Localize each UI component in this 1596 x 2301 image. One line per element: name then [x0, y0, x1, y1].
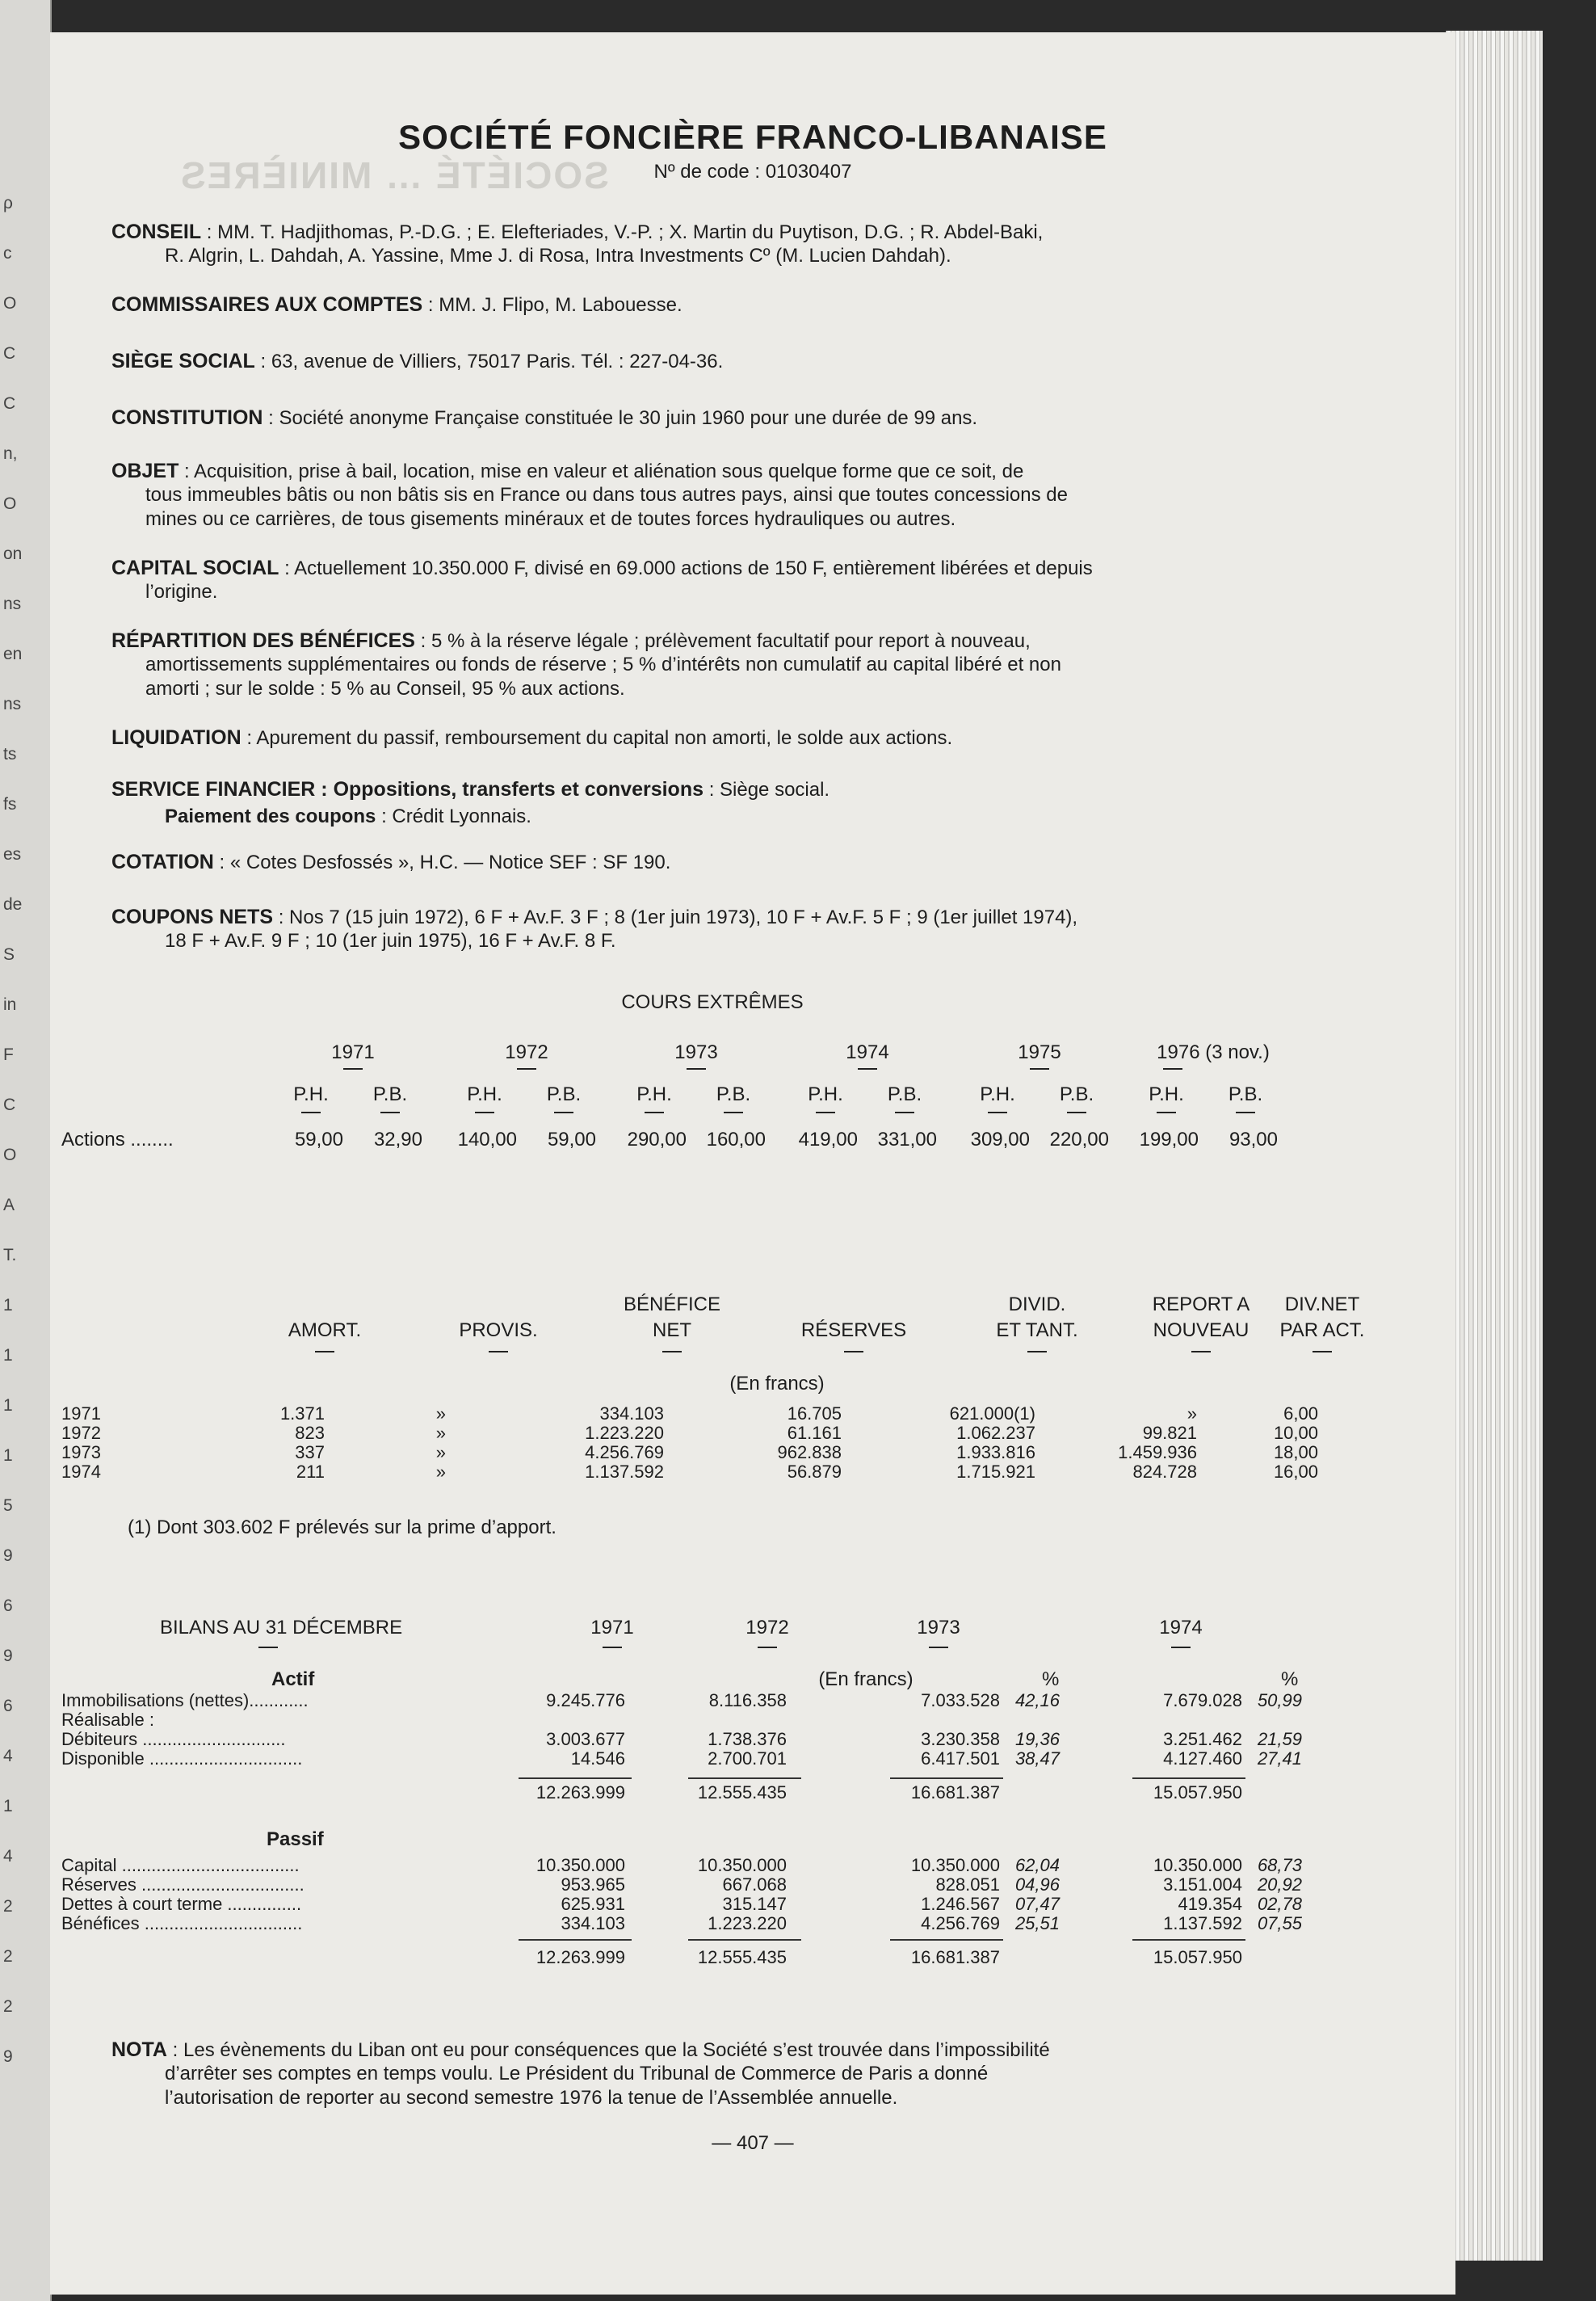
left-page-fragment: on	[3, 545, 23, 563]
actif-row-value: 27,41	[1257, 1748, 1302, 1769]
left-page-fragment: 6	[3, 1697, 13, 1715]
cours-ph-header: P.H.	[980, 1083, 1015, 1105]
cours-year: 1971	[331, 1041, 375, 1063]
dash-rule	[301, 1112, 321, 1113]
nota-text: : Les évènements du Liban ont eu pour conséquences que la Société s’est trouvée dans l’impossibilité	[172, 2039, 1050, 2061]
dash-rule	[929, 1647, 948, 1648]
cours-year: 1972	[505, 1041, 548, 1063]
left-page-fragment: T.	[3, 1246, 17, 1264]
section-label: SERVICE FINANCIER : Oppositions, transferts et conversions	[111, 778, 704, 801]
company-title: SOCIÉTÉ FONCIÈRE FRANCO-LIBANAISE	[398, 118, 1107, 156]
left-page-fragment: es	[3, 845, 22, 864]
cours-value: 309,00	[970, 1129, 1030, 1150]
left-page-fragment: F	[3, 1045, 14, 1064]
passif-row-value: 625.931	[561, 1894, 625, 1914]
left-page-fragment: in	[3, 995, 17, 1014]
cours-pb-header: P.B.	[1228, 1083, 1263, 1105]
left-page-fragment: 4	[3, 1847, 13, 1866]
results-header: ET TANT.	[996, 1319, 1078, 1341]
results-cell: 1.933.816	[956, 1442, 1035, 1462]
dash-rule	[858, 1068, 877, 1070]
passif-row-value: 62,04	[1014, 1855, 1060, 1875]
section-label: COUPONS NETS	[111, 906, 274, 928]
bilans-year: 1971	[590, 1617, 634, 1638]
actif-row-value: 8.116.358	[708, 1690, 787, 1710]
left-page-fragment: 5	[3, 1496, 13, 1515]
actif-row-value: 50,99	[1257, 1690, 1302, 1710]
passif-row-value: 10.350.000	[697, 1855, 787, 1875]
results-cell: 1.459.936	[1118, 1442, 1197, 1462]
dash-rule	[315, 1351, 334, 1352]
total-actif-value: 12.263.999	[536, 1782, 625, 1803]
section-text: : Société anonyme Française constituée le 30 juin 1960 pour une durée de 99 ans.	[268, 407, 978, 429]
passif-row-label: Bénéfices ................................	[61, 1913, 303, 1933]
cours-pb-header: P.B.	[372, 1083, 408, 1105]
dash-rule	[1027, 1351, 1047, 1352]
left-page-fragment: 2	[3, 1997, 13, 2016]
cours-pb-header: P.B.	[887, 1083, 922, 1105]
document-page	[50, 32, 1455, 2295]
dash-rule	[489, 1351, 508, 1352]
page-number: — 407 —	[712, 2132, 794, 2154]
dash-rule	[1157, 1112, 1176, 1113]
left-page-fragment: en	[3, 645, 23, 663]
cours-pb-header: P.B.	[716, 1083, 751, 1105]
passif-row-value: 10.350.000	[910, 1855, 1000, 1875]
left-page-fragment: A	[3, 1196, 15, 1214]
section-text: R. Algrin, L. Dahdah, A. Yassine, Mme J. di Rosa, Intra Investments Cº (M. Lucien Dahdah).	[165, 245, 951, 267]
left-page-fragment: 1	[3, 1346, 13, 1365]
dash-rule	[895, 1112, 914, 1113]
section-label: CAPITAL SOCIAL	[111, 557, 279, 579]
section-text: : MM. T. Hadjithomas, P.-D.G. ; E. Elefteriades, V.-P. ; X. Martin du Puytison, D.G. ; R. Abdel-Baki,	[206, 221, 1044, 243]
section-text: : 63, avenue de Villiers, 75017 Paris. Tél. : 227-04-36.	[260, 351, 724, 372]
passif-row-value: 10.350.000	[1153, 1855, 1242, 1875]
dash-rule	[1312, 1351, 1332, 1352]
results-cell: 6,00	[1283, 1403, 1318, 1424]
dash-rule	[554, 1112, 573, 1113]
passif-row-value: 1.137.592	[1163, 1913, 1242, 1933]
left-page-fragment: 6	[3, 1596, 13, 1615]
left-page-fragment: 2	[3, 1947, 13, 1966]
dash-rule	[724, 1112, 743, 1113]
cours-value: 140,00	[457, 1129, 517, 1150]
results-cell: 1.223.220	[585, 1423, 664, 1443]
cours-pb-header: P.B.	[546, 1083, 582, 1105]
results-header: PROVIS.	[459, 1319, 538, 1341]
results-cell: 962.838	[777, 1442, 842, 1462]
cours-pb-header: P.B.	[1059, 1083, 1094, 1105]
section-text: 18 F + Av.F. 9 F ; 10 (1er juin 1975), 16 F + Av.F. 8 F.	[165, 930, 616, 952]
passif-row-value: 02,78	[1257, 1894, 1302, 1914]
results-year: 1974	[61, 1462, 101, 1482]
left-page-fragment: 4	[3, 1747, 13, 1765]
dash-rule	[844, 1351, 863, 1352]
passif-row-value: 20,92	[1257, 1874, 1302, 1895]
results-cell: 18,00	[1273, 1442, 1318, 1462]
results-cell: »	[435, 1462, 446, 1482]
passif-row-value: 1.223.220	[708, 1913, 787, 1933]
actif-label: Actif	[271, 1668, 315, 1690]
results-header: REPORT A	[1152, 1294, 1250, 1315]
total-passif-value: 16.681.387	[910, 1947, 1000, 1967]
section-label: OBJET	[111, 460, 179, 482]
section-label: Paiement des coupons	[165, 806, 376, 827]
total-rule	[1132, 1939, 1245, 1941]
left-page-fragment: ts	[3, 745, 17, 763]
dash-rule	[475, 1112, 494, 1113]
cours-year: 1974	[846, 1041, 889, 1063]
cours-year: 1973	[674, 1041, 718, 1063]
passif-row-label: Capital ....................................	[61, 1855, 300, 1875]
total-actif-value: 16.681.387	[910, 1782, 1000, 1803]
results-header: DIVID.	[1008, 1294, 1066, 1315]
company-code: Nº de code : 01030407	[653, 161, 852, 183]
left-page-fragment: c	[3, 244, 12, 263]
section-label: SIÈGE SOCIAL	[111, 350, 255, 372]
nota-label: NOTA	[111, 2038, 167, 2061]
dash-rule	[758, 1647, 777, 1648]
cours-year: 1975	[1018, 1041, 1061, 1063]
actif-row-value: 2.700.701	[708, 1748, 787, 1769]
dash-rule	[1163, 1068, 1182, 1070]
results-header: NOUVEAU	[1153, 1319, 1250, 1341]
total-rule	[519, 1777, 632, 1779]
results-cell: 1.062.237	[956, 1423, 1035, 1443]
nota-text: d’arrêter ses comptes en temps voulu. Le Président du Tribunal de Commerce de Paris a donné	[165, 2063, 989, 2084]
section-text: : 5 % à la réserve légale ; prélèvement facultatif pour report à nouveau,	[420, 630, 1031, 652]
section-text: mines ou ce carrières, de tous gisements minéraux et de toutes forces hydrauliques ou autres.	[145, 508, 956, 530]
passif-row-label: Dettes à court terme ...............	[61, 1894, 302, 1914]
section-text: : Siège social.	[708, 779, 830, 801]
cours-ph-header: P.H.	[636, 1083, 672, 1105]
passif-row-value: 25,51	[1014, 1913, 1060, 1933]
bleed-through-text: SOCIÉTÉ … MINIÈRES	[179, 154, 609, 196]
results-cell: 1.371	[279, 1403, 325, 1424]
pct-header: %	[1281, 1668, 1299, 1690]
actif-row-label: Débiteurs .............................	[61, 1729, 286, 1749]
section-text: l’origine.	[145, 581, 218, 603]
section-text: amorti ; sur le solde : 5 % au Conseil, 95 % aux actions.	[145, 678, 625, 700]
passif-row-value: 07,47	[1014, 1894, 1060, 1914]
left-page-fragment: 1	[3, 1396, 13, 1415]
dash-rule	[1067, 1112, 1086, 1113]
cours-value: 290,00	[627, 1129, 687, 1150]
passif-row-value: 68,73	[1257, 1855, 1302, 1875]
actif-row-value: 38,47	[1014, 1748, 1060, 1769]
total-rule	[890, 1777, 1003, 1779]
actif-row-value: 3.003.677	[546, 1729, 625, 1749]
actif-row-value: 4.127.460	[1163, 1748, 1242, 1769]
dash-rule	[687, 1068, 706, 1070]
cours-title: COURS EXTRÊMES	[621, 991, 804, 1013]
cours-ph-header: P.H.	[467, 1083, 502, 1105]
cours-value: 419,00	[798, 1129, 858, 1150]
cours-ph-header: P.H.	[808, 1083, 843, 1105]
left-page-fragment: O	[3, 294, 17, 313]
section-text: : Actuellement 10.350.000 F, divisé en 69.000 actions de 150 F, entièrement libérées et depuis	[284, 557, 1093, 579]
section-text: : Acquisition, prise à bail, location, mise en valeur et aliénation sous quelque forme que ce soit, de	[184, 461, 1024, 482]
cours-value: 220,00	[1049, 1129, 1109, 1150]
results-cell: 99.821	[1142, 1423, 1197, 1443]
passif-row-value: 419.354	[1178, 1894, 1242, 1914]
results-cell: »	[435, 1423, 446, 1443]
dash-rule	[816, 1112, 835, 1113]
passif-row-value: 953.965	[561, 1874, 625, 1895]
results-cell: 61.161	[787, 1423, 842, 1443]
results-year: 1971	[61, 1403, 101, 1424]
left-page-fragment: de	[3, 895, 23, 914]
cours-ph-header: P.H.	[1149, 1083, 1184, 1105]
left-page-fragment: ρ	[3, 194, 13, 212]
results-cell: 337	[295, 1442, 325, 1462]
dash-rule	[645, 1112, 664, 1113]
passif-row-value: 667.068	[722, 1874, 787, 1895]
left-page-fragment: C	[3, 1096, 16, 1114]
actif-row-value: 6.417.501	[921, 1748, 1000, 1769]
total-rule	[519, 1939, 632, 1941]
bilans-year: 1974	[1159, 1617, 1203, 1638]
actif-row-value: 7.033.528	[921, 1690, 1000, 1710]
passif-row-label: Réserves .................................	[61, 1874, 304, 1895]
section-text: tous immeubles bâtis ou non bâtis sis en France ou dans tous autres pays, ainsi que toutes concessions de	[145, 484, 1068, 506]
total-actif-value: 15.057.950	[1153, 1782, 1242, 1803]
left-page-fragment: 9	[3, 1647, 13, 1665]
dash-rule	[1171, 1647, 1191, 1648]
cours-value: 59,00	[294, 1129, 343, 1150]
total-rule	[890, 1939, 1003, 1941]
total-rule	[688, 1939, 801, 1941]
results-footnote: (1) Dont 303.602 F prélevés sur la prime d’apport.	[128, 1516, 556, 1538]
cours-value: 199,00	[1139, 1129, 1199, 1150]
passif-row-value: 1.246.567	[921, 1894, 1000, 1914]
actif-row-value: 42,16	[1014, 1690, 1060, 1710]
results-year: 1972	[61, 1423, 101, 1443]
actif-row-value: 7.679.028	[1163, 1690, 1242, 1710]
results-cell: 16.705	[787, 1403, 842, 1424]
left-page-fragment: O	[3, 494, 17, 513]
page-stack-edges	[1446, 31, 1543, 2261]
section-text: : Crédit Lyonnais.	[381, 806, 531, 827]
passif-row-value: 04,96	[1014, 1874, 1060, 1895]
dash-rule	[1191, 1351, 1211, 1352]
left-page-fragment: fs	[3, 795, 17, 814]
section-label: RÉPARTITION DES BÉNÉFICES	[111, 629, 415, 652]
actif-row-value: 9.245.776	[546, 1690, 625, 1710]
section-text: : Apurement du passif, remboursement du capital non amorti, le solde aux actions.	[246, 727, 953, 749]
results-header: DIV.NET	[1284, 1294, 1360, 1315]
total-rule	[688, 1777, 801, 1779]
passif-row-value: 4.256.769	[921, 1913, 1000, 1933]
cours-value: 160,00	[706, 1129, 766, 1150]
results-header: RÉSERVES	[800, 1319, 907, 1341]
results-cell: »	[435, 1403, 446, 1424]
left-page-fragment: 9	[3, 2047, 13, 2066]
results-cell: 4.256.769	[585, 1442, 664, 1462]
actif-row-value: 19,36	[1014, 1729, 1060, 1749]
section-text: : Nos 7 (15 juin 1972), 6 F + Av.F. 3 F ; 8 (1er juin 1973), 10 F + Av.F. 5 F ; 9 (1er juillet 1974),	[278, 907, 1078, 928]
results-year: 1973	[61, 1442, 101, 1462]
passif-row-value: 3.151.004	[1163, 1874, 1242, 1895]
section-label: CONSTITUTION	[111, 406, 263, 429]
results-cell: 823	[295, 1423, 325, 1443]
bilans-unit: (En francs)	[818, 1668, 914, 1690]
bilans-year: 1972	[746, 1617, 789, 1638]
left-page-fragment: 1	[3, 1296, 13, 1315]
section-text: : « Cotes Desfossés », H.C. — Notice SEF : SF 190.	[219, 852, 671, 873]
passif-row-value: 828.051	[935, 1874, 1000, 1895]
results-unit: (En francs)	[729, 1373, 825, 1394]
dash-rule	[343, 1068, 363, 1070]
results-header: NET	[653, 1319, 691, 1341]
left-page-fragment: S	[3, 945, 15, 964]
bilans-year: 1973	[917, 1617, 960, 1638]
results-cell: »	[435, 1442, 446, 1462]
passif-row-value: 315.147	[722, 1894, 787, 1914]
section-label: COTATION	[111, 851, 214, 873]
actif-row-label: Disponible ...............................	[61, 1748, 303, 1769]
results-cell: 56.879	[787, 1462, 842, 1482]
dash-rule	[1030, 1068, 1049, 1070]
left-page-fragment: 1	[3, 1797, 13, 1815]
passif-row-value: 10.350.000	[536, 1855, 625, 1875]
left-page-edge	[0, 0, 52, 2301]
section-label: CONSEIL	[111, 221, 202, 243]
dash-rule	[1236, 1112, 1255, 1113]
results-cell: 1.715.921	[956, 1462, 1035, 1482]
left-page-fragment: n,	[3, 444, 18, 463]
left-page-fragment: 9	[3, 1546, 13, 1565]
left-page-fragment: 1	[3, 1446, 13, 1465]
left-page-fragment: O	[3, 1146, 17, 1164]
cours-value: 93,00	[1228, 1129, 1278, 1150]
passif-row-value: 334.103	[561, 1913, 625, 1933]
actif-row-value: 3.251.462	[1163, 1729, 1242, 1749]
cours-value: 331,00	[877, 1129, 937, 1150]
dash-rule	[380, 1112, 400, 1113]
dash-rule	[662, 1351, 682, 1352]
cours-value: 32,90	[373, 1129, 422, 1150]
section-label: LIQUIDATION	[111, 726, 242, 749]
results-cell: 211	[296, 1462, 325, 1482]
left-page-fragment: C	[3, 344, 16, 363]
passif-label: Passif	[267, 1828, 324, 1850]
nota-text: l’autorisation de reporter au second semestre 1976 la tenue de l’Assemblée annuelle.	[165, 2087, 898, 2109]
bilans-title: BILANS AU 31 DÉCEMBRE	[160, 1617, 403, 1638]
dash-rule	[988, 1112, 1007, 1113]
left-page-fragment: ns	[3, 695, 22, 713]
results-cell: 621.000(1)	[949, 1403, 1035, 1424]
actif-row-value: 14.546	[570, 1748, 625, 1769]
total-actif-value: 12.555.435	[697, 1782, 787, 1803]
results-cell: 334.103	[599, 1403, 664, 1424]
section-text: : MM. J. Flipo, M. Labouesse.	[427, 294, 682, 316]
total-passif-value: 12.263.999	[536, 1947, 625, 1967]
total-rule	[1132, 1777, 1245, 1779]
total-passif-value: 15.057.950	[1153, 1947, 1242, 1967]
results-cell: 10,00	[1273, 1423, 1318, 1443]
results-header: BÉNÉFICE	[623, 1294, 721, 1315]
dash-rule	[258, 1647, 278, 1648]
dash-rule	[603, 1647, 622, 1648]
results-cell: 1.137.592	[585, 1462, 664, 1482]
left-page-fragment: C	[3, 394, 16, 413]
passif-row-value: 07,55	[1257, 1913, 1302, 1933]
actif-row-label: Immobilisations (nettes)............	[61, 1690, 309, 1710]
cours-ph-header: P.H.	[293, 1083, 329, 1105]
cours-year: 1976 (3 nov.)	[1157, 1041, 1270, 1063]
section-label: COMMISSAIRES AUX COMPTES	[111, 293, 423, 316]
results-cell: 16,00	[1273, 1462, 1318, 1482]
realisable-label: Réalisable :	[61, 1710, 154, 1730]
actif-row-value: 21,59	[1257, 1729, 1302, 1749]
results-header: PAR ACT.	[1279, 1319, 1365, 1341]
results-cell: »	[1186, 1403, 1197, 1424]
left-page-fragment: ns	[3, 595, 22, 613]
cours-row-label: Actions ........	[61, 1129, 174, 1150]
actif-row-value: 1.738.376	[708, 1729, 787, 1749]
dash-rule	[517, 1068, 536, 1070]
actif-row-value: 3.230.358	[921, 1729, 1000, 1749]
results-header: AMORT.	[288, 1319, 362, 1341]
pct-header: %	[1042, 1668, 1060, 1690]
cours-value: 59,00	[547, 1129, 596, 1150]
section-text: amortissements supplémentaires ou fonds de réserve ; 5 % d’intérêts non cumulatif au capital libéré et non	[145, 654, 1061, 675]
results-cell: 824.728	[1132, 1462, 1197, 1482]
total-passif-value: 12.555.435	[697, 1947, 787, 1967]
left-page-fragment: 2	[3, 1897, 13, 1916]
